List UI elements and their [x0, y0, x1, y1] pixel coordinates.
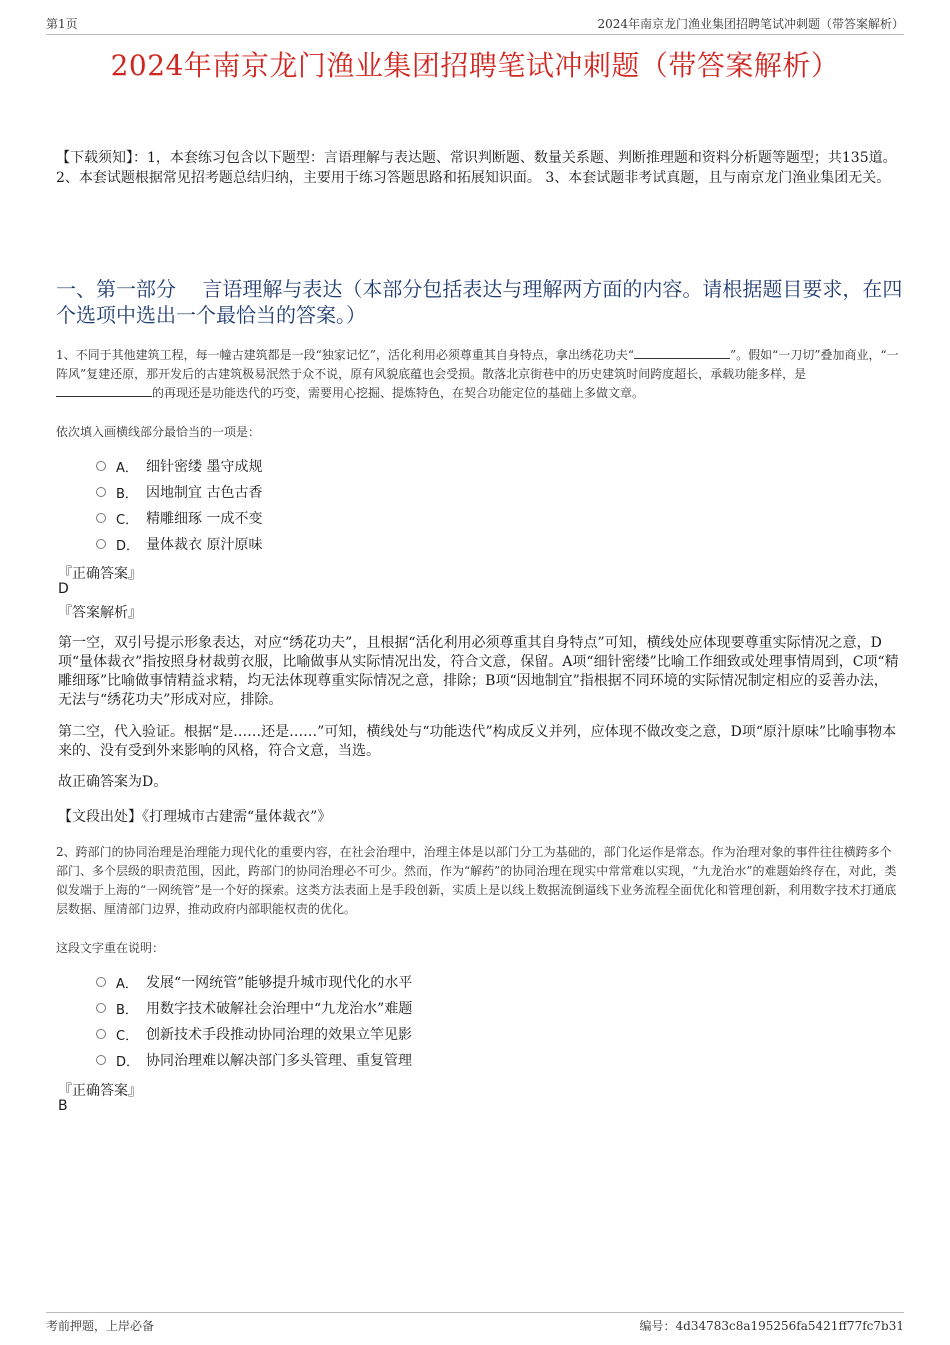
document-title: 2024年南京龙门渔业集团招聘笔试冲刺题（带答案解析）: [110, 49, 840, 82]
section-heading: 一、第一部分 言语理解与表达（本部分包括表达与理解两方面的内容。请根据题目要求，在四个选项中选出一个最恰当的答案。）: [56, 277, 903, 327]
q1-analysis-paragraph-2: 第二空，代入验证。根据“是……还是……”可知，横线处与“功能迭代”构成反义并列，应体现不做改变之意，D项“原汁原味”比喻事物本来的、没有受到外来影响的风格，符合文意，当选。: [58, 724, 897, 759]
radio-icon[interactable]: [96, 513, 106, 523]
page-number: 第1页: [46, 17, 78, 31]
fill-blank-1: [634, 346, 730, 359]
q1-analysis-conclusion: 故正确答案为D。: [58, 774, 168, 790]
q2-option-c[interactable]: C． 创新技术手段推动协同治理的效果立竿见影: [96, 1021, 412, 1047]
q2-option-b[interactable]: B． 用数字技术破解社会治理中“九龙治水”难题: [96, 995, 412, 1021]
q1-option-b[interactable]: B． 因地制宜 古色古香: [96, 479, 262, 505]
page-footer: [46, 1312, 904, 1335]
radio-icon[interactable]: [96, 1003, 106, 1013]
q1-source: 【文段出处】《打理城市古建需“量体裁衣”》: [58, 809, 332, 825]
q2-option-a[interactable]: A． 发展“一网统管”能够提升城市现代化的水平: [96, 969, 412, 995]
q1-option-c[interactable]: C． 精雕细琢 一成不变: [96, 505, 262, 531]
footer-doc-id: 编号：4d34783c8a195256fa5421ff77fc7b31: [639, 1319, 904, 1333]
footer-slogan: 考前押题，上岸必备: [46, 1319, 155, 1333]
radio-icon[interactable]: [96, 977, 106, 987]
q1-analysis-label: 『答案解析』: [58, 605, 142, 621]
q1-analysis-paragraph-1: 第一空，双引号提示形象表达，对应“绣花功夫”，且根据“活化利用必须尊重其自身特点”可知，横线处应体现要尊重实际情况之意，D项“量体裁衣”指按照身材裁剪衣服，比喻做事从实际情况出发，符合文意，保留。A项“细针密缕”比喻工作细致或处理事情周到，C项“精雕细琢”比喻做事情精益求精，均无法体现尊重实际情况之意，排除；B项“因地制宜”指根据不同环境的实际情况制定相应的妥善办法，无法与“绣花功夫”形成对应，排除。: [58, 635, 899, 708]
q2-answer-label: 『正确答案』: [58, 1083, 142, 1099]
radio-icon[interactable]: [96, 539, 106, 549]
question-1-prompt: 依次填入画横线部分最恰当的一项是：: [56, 425, 261, 439]
header-doc-title: 2024年南京龙门渔业集团招聘笔试冲刺题（带答案解析）: [597, 17, 904, 31]
q2-option-d[interactable]: D． 协同治理难以解决部门多头管理、重复管理: [96, 1047, 412, 1073]
radio-icon[interactable]: [96, 461, 106, 471]
radio-icon[interactable]: [96, 1055, 106, 1065]
question-1-text: 1、不同于其他建筑工程，每一幢古建筑都是一段“独家记忆”，活化利用必须尊重其自身特点，拿出绣花功夫“ ”。假如“一刀切”叠加商业，“一阵风”复建还原，那开发后的古建筑极易泯然于众不说，原有风貌底蕴也会受损。散落北京街巷中的历史建筑时间跨度超长，承载功能多样，是的再现还是功能迭代的巧变，需要用心挖掘、提炼特色，在契合功能定位的基础上多做文章。: [56, 348, 899, 400]
question-2-text: 2、跨部门的协同治理是治理能力现代化的重要内容，在社会治理中，治理主体是以部门分工为基础的，部门化运作是常态。作为治理对象的事件往往横跨多个部门、多个层级的职责范围，因此，跨部门的协同治理必不可少。然而，作为“解药”的协同治理在现实中常常难以实现，“九龙治水”的难题始终存在，对此，类似发端于上海的“一网统管”是一个好的探索。这类方法表面上是手段创新，实质上是以线上数据流倒逼线下业务流程全面优化和管理创新，利用数字技术打通底层数据、厘清部门边界，推动政府内部职能权责的优化。: [56, 845, 897, 916]
q1-option-d[interactable]: D． 量体裁衣 原汁原味: [96, 531, 262, 557]
q2-answer: B: [58, 1098, 68, 1114]
q1-answer: D: [58, 581, 69, 597]
page-header: [46, 14, 904, 35]
radio-icon[interactable]: [96, 487, 106, 497]
q1-option-a[interactable]: A． 细针密缕 墨守成规: [96, 453, 262, 479]
download-notice: 【下载须知】：1，本套练习包含以下题型：言语理解与表达题、常识判断题、数量关系题、判断推理题和资料分析题等题型；共135道。 2、本套试题根据常见招考题总结归纳，主要用于练习答题思路和拓展知识面。 3、本套试题非考试真题，且与南京龙门渔业集团无关。: [56, 150, 897, 186]
question-2-options: [96, 969, 412, 1073]
radio-icon[interactable]: [96, 1029, 106, 1039]
question-1-options: [96, 453, 262, 557]
question-2-prompt: 这段文字重在说明：: [56, 941, 165, 955]
fill-blank-2: [56, 384, 152, 397]
q1-answer-label: 『正确答案』: [58, 566, 142, 582]
